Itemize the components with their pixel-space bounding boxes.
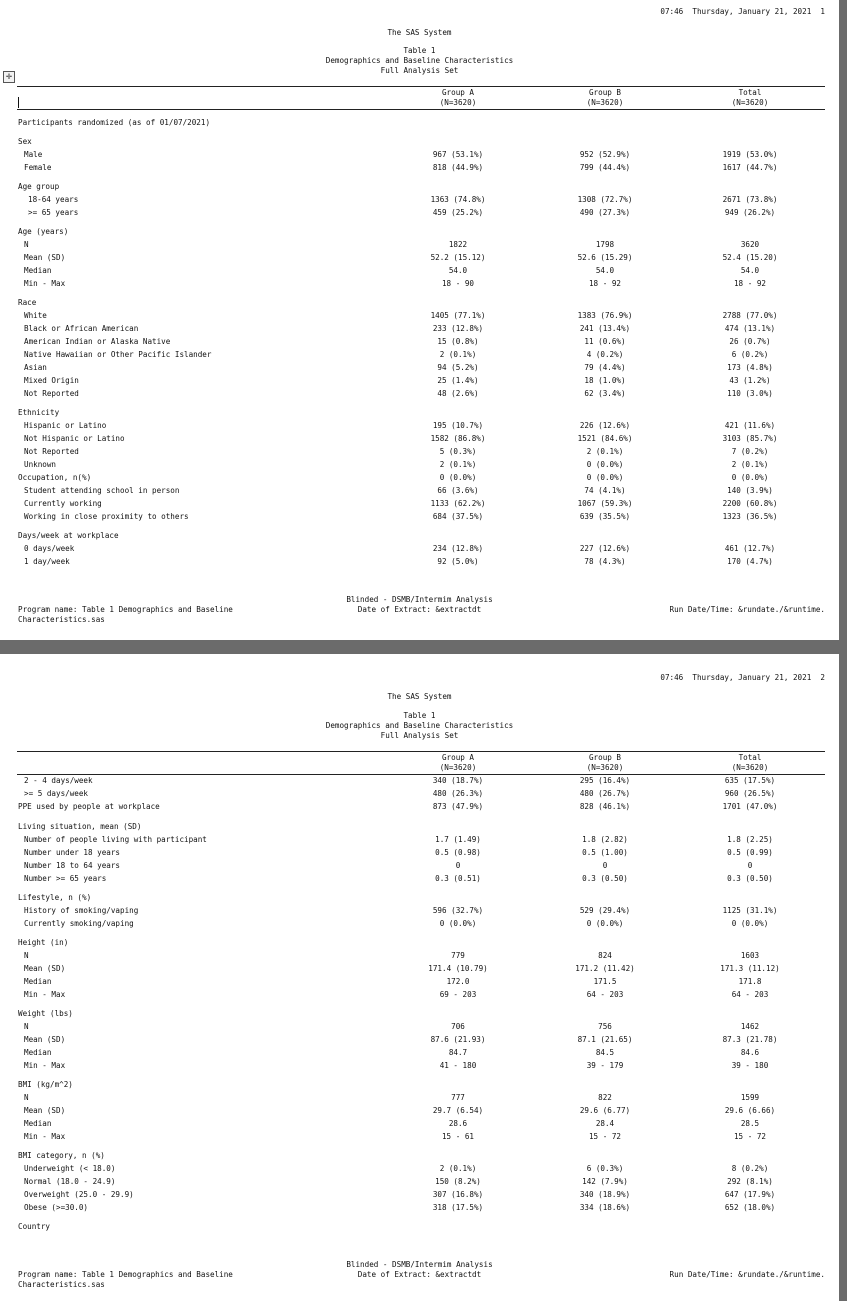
column-header-total: Total (N=3620) — [731, 88, 769, 107]
row-label: Days/week at workplace — [18, 531, 119, 540]
table-number: Table 1 — [403, 46, 436, 55]
cell-group-a: 596 (32.7%) — [432, 906, 484, 915]
column-header-group-a: Group A (N=3620) — [439, 88, 477, 107]
table-title: Demographics and Baseline Characteristics — [325, 56, 514, 65]
cell-group-b: 171.2 (11.42) — [575, 964, 635, 973]
cell-total: 173 (4.8%) — [727, 363, 773, 372]
cell-total: 647 (17.9%) — [724, 1190, 776, 1199]
row-label: Female — [24, 163, 52, 172]
cell-group-b: 334 (18.6%) — [579, 1203, 631, 1212]
cell-total: 54.0 — [740, 266, 760, 275]
run-datetime: Run Date/Time: &rundate./&runtime. — [669, 1270, 825, 1279]
cell-total: 43 (1.2%) — [729, 376, 771, 385]
row-label: Median — [24, 266, 52, 275]
report-page-2 — [0, 654, 839, 1301]
cell-total: 0.5 (0.99) — [727, 848, 773, 857]
cell-group-a: 94 (5.2%) — [437, 363, 479, 372]
page-separator — [0, 640, 847, 654]
cell-total: 3103 (85.7%) — [722, 434, 778, 443]
cell-group-a: 777 — [451, 1093, 465, 1102]
row-label: Number 18 to 64 years — [24, 861, 121, 870]
text-cursor — [18, 97, 19, 108]
row-label: Participants randomized (as of 01/07/2021) — [18, 118, 211, 127]
cell-group-a: 92 (5.0%) — [437, 557, 479, 566]
cell-total: 7 (0.2%) — [731, 447, 769, 456]
cell-group-a: 54.0 — [448, 266, 468, 275]
cell-group-a: 171.4 (10.79) — [428, 964, 488, 973]
cell-group-a: 1405 (77.1%) — [430, 311, 486, 320]
row-label: >= 5 days/week — [24, 789, 89, 798]
cell-group-a: 2 (0.1%) — [439, 460, 477, 469]
cell-group-a: 48 (2.6%) — [437, 389, 479, 398]
cell-total: 461 (12.7%) — [724, 544, 776, 553]
column-header-group-b: Group B (N=3620) — [586, 753, 624, 772]
cell-total: 3620 — [740, 240, 760, 249]
cell-group-b: 1067 (59.3%) — [577, 499, 633, 508]
cell-group-b: 39 - 179 — [586, 1061, 624, 1070]
cell-group-b: 4 (0.2%) — [586, 350, 624, 359]
cell-group-b: 227 (12.6%) — [579, 544, 631, 553]
cell-total: 421 (11.6%) — [724, 421, 776, 430]
row-label: Age (years) — [18, 227, 69, 236]
system-name: The SAS System — [387, 28, 452, 37]
cell-total: 0 — [747, 861, 753, 870]
cell-total: 110 (3.0%) — [727, 389, 773, 398]
row-label: Mean (SD) — [24, 1106, 66, 1115]
cell-group-a: 873 (47.9%) — [432, 802, 484, 811]
table-header-rule — [17, 109, 825, 110]
cell-total: 87.3 (21.78) — [722, 1035, 778, 1044]
row-label: BMI (kg/m^2) — [18, 1080, 73, 1089]
cell-total: 64 - 203 — [731, 990, 769, 999]
cell-total: 2 (0.1%) — [731, 460, 769, 469]
row-label: 2 - 4 days/week — [24, 776, 93, 785]
cell-group-a: 779 — [451, 951, 465, 960]
cell-group-a: 195 (10.7%) — [432, 421, 484, 430]
row-label: BMI category, n (%) — [18, 1151, 105, 1160]
row-label: Native Hawaiian or Other Pacific Islander — [24, 350, 212, 359]
cell-total: 960 (26.5%) — [724, 789, 776, 798]
cell-total: 1125 (31.1%) — [722, 906, 778, 915]
cell-total: 1919 (53.0%) — [722, 150, 778, 159]
cell-group-a: 150 (8.2%) — [435, 1177, 481, 1186]
cell-group-a: 0.5 (0.98) — [435, 848, 481, 857]
table-number: Table 1 — [403, 711, 436, 720]
cell-group-a: 1363 (74.8%) — [430, 195, 486, 204]
cell-group-b: 0 — [602, 861, 608, 870]
row-label: Weight (lbs) — [18, 1009, 73, 1018]
cell-group-a: 0 (0.0%) — [439, 473, 477, 482]
cell-group-b: 639 (35.5%) — [579, 512, 631, 521]
row-label: Min - Max — [24, 1061, 66, 1070]
cell-group-b: 0.5 (1.00) — [582, 848, 628, 857]
cell-group-b: 11 (0.6%) — [584, 337, 626, 346]
cell-group-b: 28.4 — [595, 1119, 615, 1128]
blinded-note: Blinded - DSMB/Intermim Analysis — [346, 595, 493, 604]
cell-group-b: 52.6 (15.29) — [577, 253, 633, 262]
cell-total: 0 (0.0%) — [731, 473, 769, 482]
cell-total: 1.8 (2.25) — [727, 835, 773, 844]
row-label: Median — [24, 1119, 52, 1128]
cell-group-b: 0 (0.0%) — [586, 919, 624, 928]
cell-group-a: 318 (17.5%) — [432, 1203, 484, 1212]
row-label: Normal (18.0 - 24.9) — [24, 1177, 116, 1186]
cell-total: 635 (17.5%) — [724, 776, 776, 785]
cell-total: 2788 (77.0%) — [722, 311, 778, 320]
cell-total: 1599 — [740, 1093, 760, 1102]
cell-group-a: 25 (1.4%) — [437, 376, 479, 385]
cell-group-b: 756 — [598, 1022, 612, 1031]
cell-group-a: 1.7 (1.49) — [435, 835, 481, 844]
row-label: Currently working — [24, 499, 102, 508]
row-label: Mean (SD) — [24, 1035, 66, 1044]
cell-group-b: 54.0 — [595, 266, 615, 275]
cell-total: 140 (3.9%) — [727, 486, 773, 495]
cell-total: 2200 (60.8%) — [722, 499, 778, 508]
program-name: Program name: Table 1 Demographics and Baseline Characteristics.sas — [18, 605, 233, 624]
extract-date: Date of Extract: &extractdt — [357, 605, 482, 614]
program-name: Program name: Table 1 Demographics and Baseline Characteristics.sas — [18, 1270, 233, 1289]
cell-total: 652 (18.0%) — [724, 1203, 776, 1212]
cell-group-b: 952 (52.9%) — [579, 150, 631, 159]
cell-group-b: 340 (18.9%) — [579, 1190, 631, 1199]
cell-total: 39 - 180 — [731, 1061, 769, 1070]
row-label: White — [24, 311, 47, 320]
row-label: Country — [18, 1222, 51, 1231]
system-line: 07:46 Thursday, January 21, 2021 2 — [660, 673, 825, 682]
cell-group-b: 1521 (84.6%) — [577, 434, 633, 443]
cell-group-a: 1822 — [448, 240, 468, 249]
row-label: 18-64 years — [28, 195, 79, 204]
cell-group-b: 480 (26.7%) — [579, 789, 631, 798]
extract-date: Date of Extract: &extractdt — [357, 1270, 482, 1279]
row-label: Male — [24, 150, 43, 159]
cell-group-b: 78 (4.3%) — [584, 557, 626, 566]
cell-group-a: 66 (3.6%) — [437, 486, 479, 495]
cell-total: 0 (0.0%) — [731, 919, 769, 928]
cell-group-a: 18 - 90 — [441, 279, 474, 288]
row-label: History of smoking/vaping — [24, 906, 139, 915]
row-label: N — [24, 1093, 29, 1102]
row-label: Underweight (< 18.0) — [24, 1164, 116, 1173]
table-header-rule — [17, 774, 825, 775]
row-label: Black or African American — [24, 324, 139, 333]
row-label: Median — [24, 977, 52, 986]
cell-group-a: 684 (37.5%) — [432, 512, 484, 521]
cell-group-b: 1798 — [595, 240, 615, 249]
cell-total: 1323 (36.5%) — [722, 512, 778, 521]
cell-group-b: 15 - 72 — [588, 1132, 621, 1141]
row-label: Number of people living with participant — [24, 835, 207, 844]
cell-group-b: 0 (0.0%) — [586, 473, 624, 482]
run-datetime: Run Date/Time: &rundate./&runtime. — [669, 605, 825, 614]
report-page-1 — [0, 0, 839, 640]
cell-group-b: 6 (0.3%) — [586, 1164, 624, 1173]
cell-group-b: 490 (27.3%) — [579, 208, 631, 217]
cell-total: 171.8 — [738, 977, 762, 986]
cell-group-a: 480 (26.3%) — [432, 789, 484, 798]
system-name: The SAS System — [387, 692, 452, 701]
cell-group-b: 529 (29.4%) — [579, 906, 631, 915]
row-label: 1 day/week — [24, 557, 70, 566]
table-title: Demographics and Baseline Characteristics — [325, 721, 514, 730]
cell-group-b: 824 — [598, 951, 612, 960]
cell-group-b: 84.5 — [595, 1048, 615, 1057]
row-label: Asian — [24, 363, 47, 372]
cell-group-a: 0.3 (0.51) — [435, 874, 481, 883]
cell-group-b: 2 (0.1%) — [586, 447, 624, 456]
cell-group-b: 226 (12.6%) — [579, 421, 631, 430]
row-label: Hispanic or Latino — [24, 421, 107, 430]
row-label: Sex — [18, 137, 32, 146]
cell-total: 28.5 — [740, 1119, 760, 1128]
cell-total: 8 (0.2%) — [731, 1164, 769, 1173]
cell-total: 2671 (73.8%) — [722, 195, 778, 204]
cell-total: 26 (0.7%) — [729, 337, 771, 346]
cell-group-a: 2 (0.1%) — [439, 1164, 477, 1173]
cell-group-b: 74 (4.1%) — [584, 486, 626, 495]
cell-group-a: 818 (44.9%) — [432, 163, 484, 172]
cell-group-a: 234 (12.8%) — [432, 544, 484, 553]
column-header-group-a: Group A (N=3620) — [439, 753, 477, 772]
cell-total: 29.6 (6.66) — [724, 1106, 776, 1115]
cell-group-b: 29.6 (6.77) — [579, 1106, 631, 1115]
cell-total: 0.3 (0.50) — [727, 874, 773, 883]
cell-total: 171.3 (11.12) — [720, 964, 780, 973]
row-label: Mixed Origin — [24, 376, 79, 385]
cell-group-b: 1383 (76.9%) — [577, 311, 633, 320]
cell-group-b: 295 (16.4%) — [579, 776, 631, 785]
cell-group-b: 1.8 (2.82) — [582, 835, 628, 844]
cell-group-b: 0.3 (0.50) — [582, 874, 628, 883]
cell-group-a: 15 - 61 — [441, 1132, 474, 1141]
cell-group-b: 171.5 — [593, 977, 617, 986]
cell-group-a: 340 (18.7%) — [432, 776, 484, 785]
row-label: Living situation, mean (SD) — [18, 822, 142, 831]
column-header-total: Total (N=3620) — [731, 753, 769, 772]
row-label: N — [24, 951, 29, 960]
cell-group-a: 172.0 — [446, 977, 470, 986]
cell-total: 6 (0.2%) — [731, 350, 769, 359]
row-label: >= 65 years — [28, 208, 79, 217]
system-line: 07:46 Thursday, January 21, 2021 1 — [660, 7, 825, 16]
cell-total: 1462 — [740, 1022, 760, 1031]
cell-group-b: 87.1 (21.65) — [577, 1035, 633, 1044]
row-label: Occupation, n(%) — [18, 473, 92, 482]
cell-group-b: 62 (3.4%) — [584, 389, 626, 398]
cell-group-b: 822 — [598, 1093, 612, 1102]
cell-group-b: 18 (1.0%) — [584, 376, 626, 385]
row-label: PPE used by people at workplace — [18, 802, 160, 811]
row-label: Ethnicity — [18, 408, 60, 417]
cell-group-b: 1308 (72.7%) — [577, 195, 633, 204]
row-label: Not Reported — [24, 389, 79, 398]
row-label: Working in close proximity to others — [24, 512, 189, 521]
cell-group-a: 967 (53.1%) — [432, 150, 484, 159]
row-label: Mean (SD) — [24, 253, 66, 262]
population-label: Full Analysis Set — [380, 731, 459, 740]
cell-group-b: 828 (46.1%) — [579, 802, 631, 811]
row-label: Currently smoking/vaping — [24, 919, 134, 928]
row-label: Not Hispanic or Latino — [24, 434, 125, 443]
row-label: Mean (SD) — [24, 964, 66, 973]
cell-group-b: 0 (0.0%) — [586, 460, 624, 469]
cell-group-a: 233 (12.8%) — [432, 324, 484, 333]
cell-group-a: 0 — [455, 861, 461, 870]
cell-total: 1617 (44.7%) — [722, 163, 778, 172]
cell-group-a: 1582 (86.8%) — [430, 434, 486, 443]
row-label: Min - Max — [24, 279, 66, 288]
cell-group-a: 52.2 (15.12) — [430, 253, 486, 262]
row-label: Obese (>=30.0) — [24, 1203, 89, 1212]
row-label: Student attending school in person — [24, 486, 180, 495]
cell-group-b: 241 (13.4%) — [579, 324, 631, 333]
cell-group-a: 307 (16.8%) — [432, 1190, 484, 1199]
row-label: American Indian or Alaska Native — [24, 337, 171, 346]
row-label: Min - Max — [24, 1132, 66, 1141]
cell-total: 1603 — [740, 951, 760, 960]
table-top-rule — [17, 751, 825, 752]
cell-group-b: 18 - 92 — [588, 279, 621, 288]
row-label: Unknown — [24, 460, 57, 469]
cell-group-a: 29.7 (6.54) — [432, 1106, 484, 1115]
cell-group-a: 0 (0.0%) — [439, 919, 477, 928]
row-label: Race — [18, 298, 37, 307]
population-label: Full Analysis Set — [380, 66, 459, 75]
row-label: Not Reported — [24, 447, 79, 456]
cell-total: 292 (8.1%) — [727, 1177, 773, 1186]
cell-group-a: 459 (25.2%) — [432, 208, 484, 217]
row-label: 0 days/week — [24, 544, 75, 553]
row-label: Median — [24, 1048, 52, 1057]
cell-group-a: 41 - 180 — [439, 1061, 477, 1070]
cell-group-a: 15 (0.8%) — [437, 337, 479, 346]
cell-group-a: 84.7 — [448, 1048, 468, 1057]
cell-group-a: 28.6 — [448, 1119, 468, 1128]
row-label: Number under 18 years — [24, 848, 121, 857]
cell-group-b: 142 (7.9%) — [582, 1177, 628, 1186]
table-top-rule — [17, 86, 825, 87]
cell-group-a: 5 (0.3%) — [439, 447, 477, 456]
row-label: Overweight (25.0 - 29.9) — [24, 1190, 134, 1199]
row-label: Number >= 65 years — [24, 874, 107, 883]
move-handle-icon[interactable]: ✛ — [3, 71, 15, 83]
cell-total: 18 - 92 — [733, 279, 766, 288]
cell-total: 52.4 (15.20) — [722, 253, 778, 262]
row-label: Age group — [18, 182, 60, 191]
row-label: Min - Max — [24, 990, 66, 999]
cell-group-b: 799 (44.4%) — [579, 163, 631, 172]
row-label: Height (in) — [18, 938, 69, 947]
cell-group-a: 1133 (62.2%) — [430, 499, 486, 508]
column-header-group-b: Group B (N=3620) — [586, 88, 624, 107]
cell-group-b: 79 (4.4%) — [584, 363, 626, 372]
cell-group-a: 2 (0.1%) — [439, 350, 477, 359]
cell-group-a: 69 - 203 — [439, 990, 477, 999]
cell-total: 1701 (47.0%) — [722, 802, 778, 811]
row-label: N — [24, 240, 29, 249]
row-label: Lifestyle, n (%) — [18, 893, 92, 902]
cell-group-a: 706 — [451, 1022, 465, 1031]
cell-total: 949 (26.2%) — [724, 208, 776, 217]
cell-total: 474 (13.1%) — [724, 324, 776, 333]
cell-total: 170 (4.7%) — [727, 557, 773, 566]
cell-group-a: 87.6 (21.93) — [430, 1035, 486, 1044]
row-label: N — [24, 1022, 29, 1031]
cell-total: 15 - 72 — [733, 1132, 766, 1141]
cell-group-b: 64 - 203 — [586, 990, 624, 999]
blinded-note: Blinded - DSMB/Intermim Analysis — [346, 1260, 493, 1269]
cell-total: 84.6 — [740, 1048, 760, 1057]
